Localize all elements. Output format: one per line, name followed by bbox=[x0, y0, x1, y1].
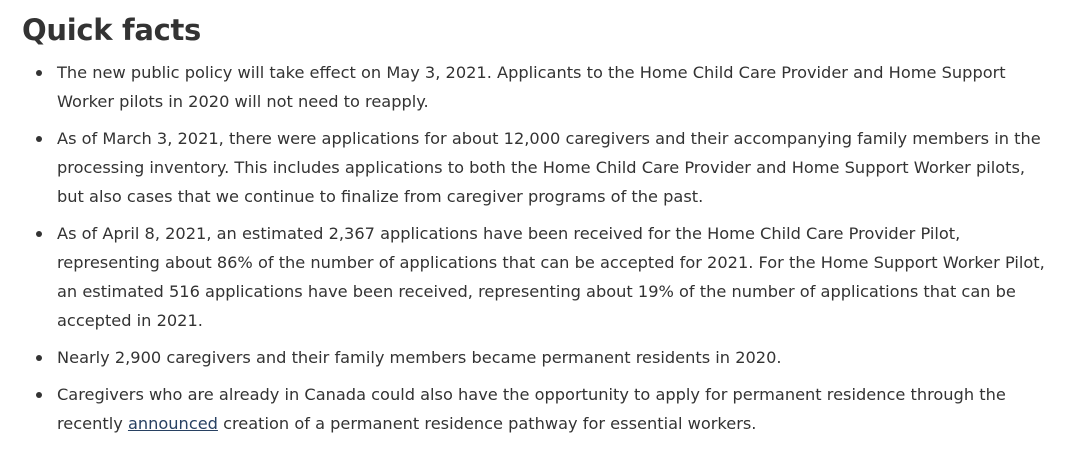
list-item bbox=[0, 343, 1080, 372]
announced-link[interactable]: announced bbox=[127, 414, 218, 433]
bullet-icon bbox=[36, 231, 42, 237]
fact-text: Nearly 2,900 caregivers and their family members became permanent residents in 2020. bbox=[57, 348, 782, 367]
list-item bbox=[0, 58, 1080, 116]
bullet-icon bbox=[36, 392, 42, 398]
page-title: Quick facts bbox=[22, 13, 202, 47]
list-item bbox=[0, 219, 1080, 335]
fact-text: creation of a permanent residence pathway for essential workers. bbox=[217, 414, 757, 433]
fact-text: Caregivers who are already in Canada could also have the opportunity to apply for permanent residence through the recently bbox=[57, 385, 1006, 433]
list-item bbox=[0, 380, 1080, 438]
fact-text: As of April 8, 2021, an estimated 2,367 applications have been received for the Home Child Care Provider Pilot, representing about 86% of the number of applications that can be accepted for 2021. For the Home Support Worker Pilot, an estimated 516 applications have been received, representing about 19% of the number of applications that can be accepted in 2021. bbox=[57, 224, 1045, 330]
bullet-icon bbox=[36, 70, 42, 76]
fact-text: The new public policy will take effect on May 3, 2021. Applicants to the Home Child Care Provider and Home Support Worker pilots in 2020 will not need to reapply. bbox=[57, 63, 1006, 111]
quick-facts-list bbox=[0, 58, 1080, 446]
fact-text: As of March 3, 2021, there were applications for about 12,000 caregivers and their accompanying family members in the processing inventory. This includes applications to both the Home Child Care Provider and Home Support Worker pilots, but also cases that we continue to finalize from caregiver programs of the past. bbox=[57, 129, 1041, 206]
list-item bbox=[0, 124, 1080, 211]
bullet-icon bbox=[36, 355, 42, 361]
bullet-icon bbox=[36, 136, 42, 142]
